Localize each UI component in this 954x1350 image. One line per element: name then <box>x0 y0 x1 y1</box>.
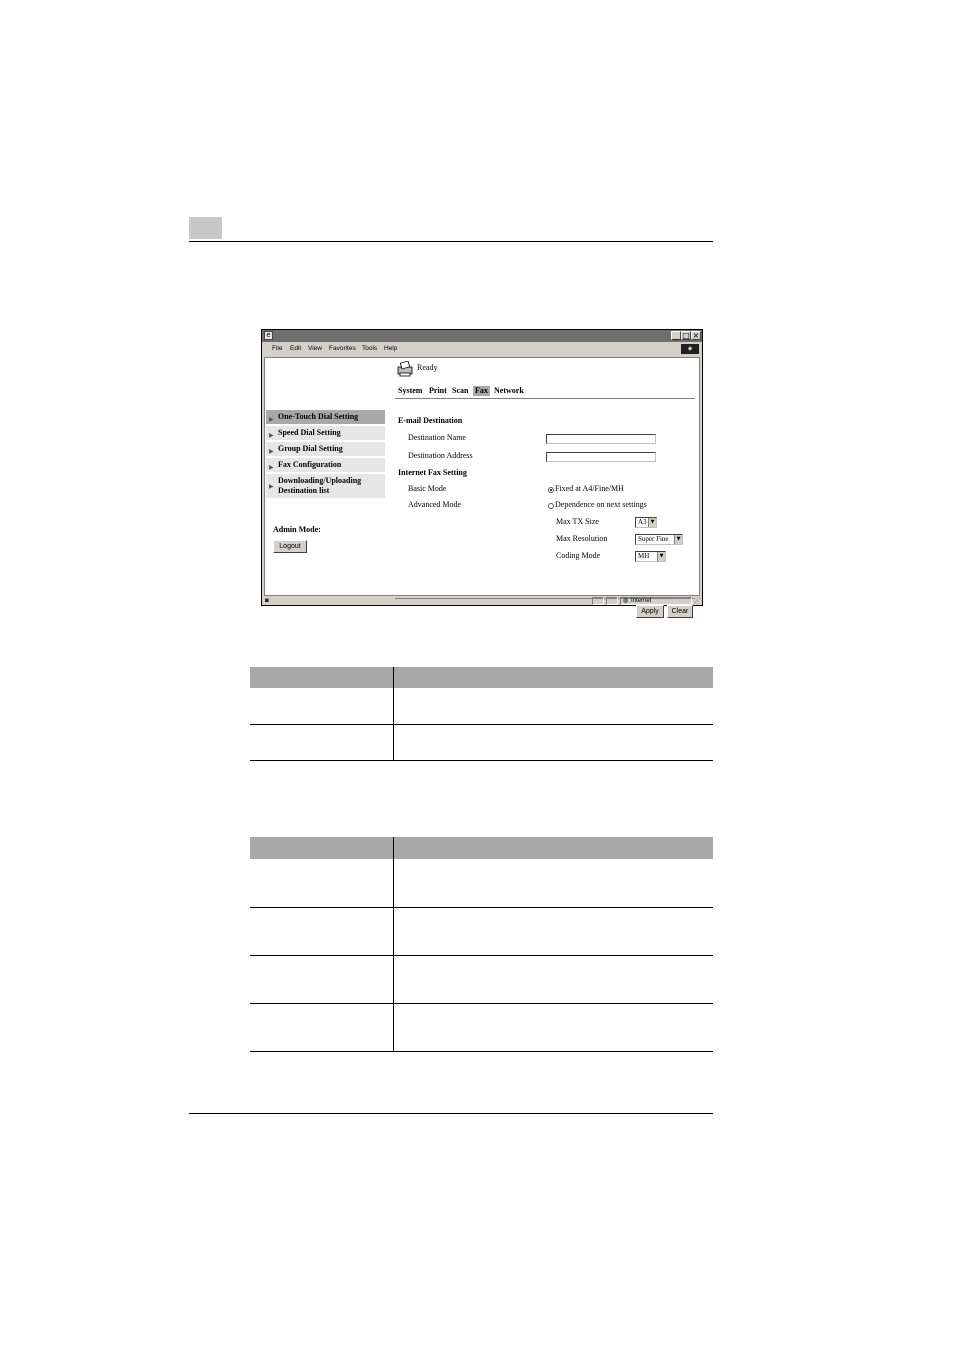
arrow-right-icon: ▶ <box>269 416 274 423</box>
close-button[interactable]: × <box>692 331 700 340</box>
browser-window <box>261 329 703 615</box>
basic-mode-option: Fixed at A4/Fine/MH <box>555 484 624 493</box>
dropdown-arrow-icon: ▼ <box>674 535 682 544</box>
table1-row-divider <box>250 724 713 725</box>
table2-row-divider <box>250 907 713 908</box>
admin-mode-label: Admin Mode: <box>273 525 321 534</box>
menu-tools[interactable]: Tools <box>362 345 378 352</box>
max-tx-size-value: A3 <box>638 518 647 526</box>
max-tx-size-label: Max TX Size <box>556 517 599 526</box>
status-bar <box>262 596 702 606</box>
arrow-right-icon: ▶ <box>269 483 274 490</box>
destination-name-label: Destination Name <box>408 433 466 442</box>
advanced-mode-option: Dependence on next settings <box>555 500 647 509</box>
table2-row-divider <box>250 1003 713 1004</box>
footer-rule <box>189 1113 713 1114</box>
sidebar-item-label: Speed Dial Setting <box>278 428 341 437</box>
arrow-right-icon: ▶ <box>269 448 274 455</box>
destination-address-input[interactable] <box>546 452 656 462</box>
sidebar-item-destination-list[interactable] <box>266 474 385 498</box>
apply-button[interactable]: Apply <box>636 605 664 618</box>
tab-divider <box>395 398 695 399</box>
table1-bottom-rule <box>250 760 713 761</box>
destination-name-input[interactable] <box>546 434 656 444</box>
coding-mode-select[interactable] <box>635 551 666 562</box>
page-status-icon: ◙ <box>265 598 269 604</box>
max-tx-size-select[interactable] <box>635 517 657 528</box>
tab-print[interactable]: Print <box>429 386 447 395</box>
max-resolution-value: Super Fine <box>638 535 669 543</box>
advanced-mode-label: Advanced Mode <box>408 500 462 509</box>
sidebar-item-group-dial[interactable] <box>266 442 385 456</box>
status-text: Ready <box>417 363 438 372</box>
menu-file[interactable]: File <box>272 345 283 352</box>
dropdown-arrow-icon: ▼ <box>657 552 665 561</box>
internet-fax-heading: Internet Fax Setting <box>398 468 467 477</box>
app-icon: e <box>264 331 273 340</box>
table2-bottom-rule <box>250 1051 713 1052</box>
table2-column-divider <box>393 837 394 1052</box>
zone-segment <box>620 597 692 605</box>
sidebar-item-one-touch-dial[interactable] <box>266 410 385 424</box>
table2-row-divider <box>250 955 713 956</box>
sidebar-item-speed-dial[interactable] <box>266 426 385 440</box>
menu-favorites[interactable]: Favorites <box>329 345 356 352</box>
maximize-button[interactable]: □ <box>682 331 690 340</box>
page-content <box>264 357 700 615</box>
printer-icon <box>396 361 414 377</box>
sidebar-item-label: Group Dial Setting <box>278 444 343 453</box>
title-bar <box>262 330 702 342</box>
sidebar-item-fax-configuration[interactable] <box>266 458 385 472</box>
status-segment <box>592 597 604 605</box>
dropdown-arrow-icon: ▼ <box>648 518 656 527</box>
table1-column-divider <box>393 667 394 760</box>
destination-address-label: Destination Address <box>408 451 473 460</box>
header-rule <box>189 241 713 242</box>
tab-fax[interactable]: Fax <box>475 386 488 395</box>
table2-header <box>250 837 713 859</box>
arrow-right-icon: ▶ <box>269 464 274 471</box>
basic-mode-radio[interactable] <box>548 487 554 493</box>
coding-mode-value: MH <box>638 552 650 560</box>
sidebar-item-label: Fax Configuration <box>278 460 342 469</box>
menu-bar <box>262 342 702 356</box>
logout-button[interactable]: Logout <box>273 540 307 553</box>
basic-mode-label: Basic Mode <box>408 484 447 493</box>
email-destination-heading: E-mail Destination <box>398 416 463 425</box>
menu-help[interactable]: Help <box>384 345 398 352</box>
sidebar-item-label: One-Touch Dial Setting <box>278 412 359 421</box>
sidebar-item-label-line1: Downloading/Uploading <box>278 476 362 485</box>
status-segment <box>606 597 618 605</box>
tab-network[interactable]: Network <box>494 386 524 395</box>
resize-grip-icon[interactable]: ⋰ <box>694 597 700 604</box>
browser-logo-icon: ◈ <box>681 344 699 354</box>
minimize-button[interactable]: _ <box>671 331 681 340</box>
table1-header <box>250 667 713 688</box>
tab-system[interactable]: System <box>398 386 423 395</box>
menu-view[interactable]: View <box>308 345 322 352</box>
chapter-number-box <box>189 217 222 239</box>
menu-edit[interactable]: Edit <box>290 345 302 352</box>
coding-mode-label: Coding Mode <box>556 551 601 560</box>
advanced-mode-radio[interactable] <box>548 503 554 509</box>
arrow-right-icon: ▶ <box>269 432 274 439</box>
globe-icon: ◍ <box>623 598 629 604</box>
sidebar-item-label-line2: Destination list <box>278 486 330 495</box>
max-resolution-label: Max Resolution <box>556 534 608 543</box>
tab-scan[interactable]: Scan <box>452 386 469 395</box>
zone-label: Internet <box>631 598 652 604</box>
max-resolution-select[interactable] <box>635 534 683 545</box>
clear-button[interactable]: Clear <box>667 605 693 618</box>
